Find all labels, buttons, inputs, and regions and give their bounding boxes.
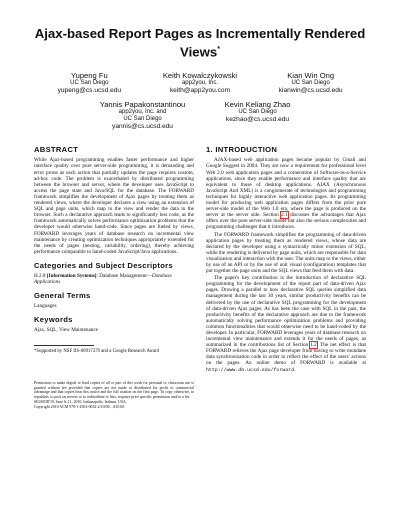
- categories-heading: Categories and Subject Descriptors: [34, 260, 173, 270]
- author: [85, 100, 200, 131]
- author-name: Yupeng Fu: [70, 71, 108, 81]
- author-affiliation: UC San Diego: [70, 80, 109, 87]
- author: [145, 71, 256, 95]
- category-code: H.2.8: [34, 272, 46, 279]
- left-column: [34, 145, 194, 409]
- footnote: *Supported by NSF IIS-00917379 and a Google Research Award: [34, 349, 160, 355]
- categories-text: [34, 273, 194, 285]
- author-affiliation: app2you, Inc.: [181, 80, 218, 87]
- permission-notice: [34, 381, 194, 409]
- author-name: Kian Win Ong: [287, 71, 335, 81]
- keywords-heading: Keywords: [34, 315, 73, 325]
- category-sub: Database Applications: [34, 272, 172, 285]
- abstract-heading: ABSTRACT: [34, 145, 79, 155]
- intro-paragraph-3: [206, 275, 366, 374]
- intro-paragraph-2: The FORWARD framework simplifies the programming of data-driven application pages by treating them as rendered views, whose data are declared by the developer using a syntactically minor extension of SQL, while the rendering is delivered by page units, which are responsible for data visualization and interaction with the user. The units map to the views, either by use of an API or by the use of unit visual (configuration) templates that put together the page units and the SQL views that feed them with data.: [206, 231, 366, 275]
- conference-line: SIGMOD'10, June 6–11, 2010, Indianapolis, Indiana, USA.: [34, 399, 127, 404]
- intro-p1-text-cont: discusses the advantages that Ajax offers over the pure server-side model but also the serious complexities and programming challenges that it introduces.: [206, 212, 366, 231]
- author: [255, 71, 366, 95]
- author-affiliation: UC San Diego: [238, 109, 277, 116]
- author-block-row1: [34, 71, 366, 95]
- general-terms-text: Languages: [34, 303, 57, 310]
- author-affiliation-2: UC San Diego: [123, 116, 162, 123]
- general-terms-heading: General Terms: [34, 291, 91, 301]
- keywords-text: Ajax, SQL, View Maintenance: [34, 327, 98, 334]
- abstract-text: While Ajax-based programming enables faster performance and higher interface quality over pure server-side programming, it is demanding and error prone as each action that partially updates the page requires custom, ad-hoc code. The problem is exacerbated by distributed programming between the browser and server, where the developer uses JavaScript to access the page state and Java/SQL for the database. The FORWARD framework simplifies the development of Ajax pages by treating them as rendered views, where the developer declares a view using an extension of SQL and page units, which map to the view and render the data in the browser. Such a declarative approach leads to significantly less code, as the framework automatically solves performance optimization problems that the developer would otherwise hand-code. Since pages are fueled by views, FORWARD leverages years of database research on incremental view maintenance by creating optimization techniques appropriately extended for the needs of pages (nesting, variability, ordering), thereby achieving performance comparable to hand-coded JavaScript/Java applications.: [34, 157, 194, 255]
- paper-title-text: Ajax-based Report Pages as Incrementally Rendered Views: [34, 26, 366, 60]
- author-email: keith@app2you.com: [169, 87, 231, 95]
- author-email: kezhao@cs.ucsd.edu: [225, 116, 290, 124]
- copyright-line: Copyright 2010 ACM 978-1-4503-0032-2/10/06 ...$10.00.: [34, 404, 126, 409]
- intro-paragraph-1: [206, 157, 366, 230]
- intro-p3-end: .: [294, 366, 296, 373]
- title-footnote-mark: *: [217, 46, 220, 53]
- intro-p1-text: AJAX-based web application pages became popular by Gmail and Google Suggest in 2004. They are now a requirement for professional level Web 2.0 web application pages and a cornerstone of Software-as-a-Service applications, since they enable performance and interface quality that are equivalent to those of desktop applications. AJAX (Asynchronous JavaScript And XML) is a conglomerate of technologies and programming techniques for highly interactive web application pages. Its programming model for producing web application pages differs from the prior pure server-side model of the Web 1.0 era, where the page is produced on the server at the server side. Section: [206, 157, 366, 219]
- author-affiliation: UC San Diego: [291, 80, 330, 87]
- author-email: yannis@cs.ucsd.edu: [112, 123, 173, 131]
- author-affiliation: app2you, Inc. and: [118, 109, 167, 116]
- category-name: [Information Systems]: [46, 272, 97, 279]
- paper-title: [34, 26, 366, 60]
- right-column: [206, 145, 366, 409]
- author: [200, 100, 315, 131]
- intro-p3-text-cont: . The net effect is that FORWARD relieves the Ajax page developer from having to write mundane data synchronization code in order to reflect the effect of the users' actions on the pages. An online demo of FORWARD is available at: [206, 342, 366, 367]
- author-block-row2: [85, 100, 315, 131]
- introduction-heading: 1. INTRODUCTION: [206, 145, 278, 155]
- section-link[interactable]: 2.1: [281, 212, 288, 219]
- category-rest: : Database Management—: [96, 272, 152, 279]
- author-email: yupeng@cs.ucsd.edu: [57, 87, 122, 95]
- author-name: Yannis Papakonstantinou: [99, 100, 186, 110]
- two-column-body: [34, 145, 366, 409]
- author-name: Keith Kowalczykowski: [162, 71, 238, 81]
- intro-p3-text: The paper's key contribution is the introduction of declarative SQL programming for the development of the report part of data-driven Ajax pages. Drawing a parallel to how declarative SQL queries simplified data management during the last 30 years, similar productivity benefits can be delivered by the use of declarative SQL programming for the development of data-driven Ajax pages. As has been the case with SQL in the past, the productivity benefits of the declarative approach are due to the framework automatically solving performance optimization problems and providing common functionalities that would otherwise need to be hand-coded by the developer. In particular, FORWARD leverages years of database research on incremental view maintenance and extends it for the needs of pages, as summarized in the contributions list of Section: [206, 275, 366, 349]
- section-link[interactable]: 1.2: [310, 342, 317, 349]
- author-email: kianwin@cs.ucsd.edu: [278, 87, 343, 95]
- demo-url-link[interactable]: http://www.db.ucsd.edu/forward: [206, 367, 295, 373]
- author: [34, 71, 145, 95]
- footnote-rule: [34, 345, 94, 346]
- permission-text: Permission to make digital or hard copies of all or part of this work for personal or classroom use is granted without fee provided that copies are not made or distributed for profit or commercial advantage and that copies bear this notice and the full citation on the first page. To copy otherwise, to republish, to post on servers or to redistribute to lists, requires prior specific permission and/or a fee.: [34, 381, 194, 400]
- author-name: Kevin Keliang Zhao: [224, 100, 291, 110]
